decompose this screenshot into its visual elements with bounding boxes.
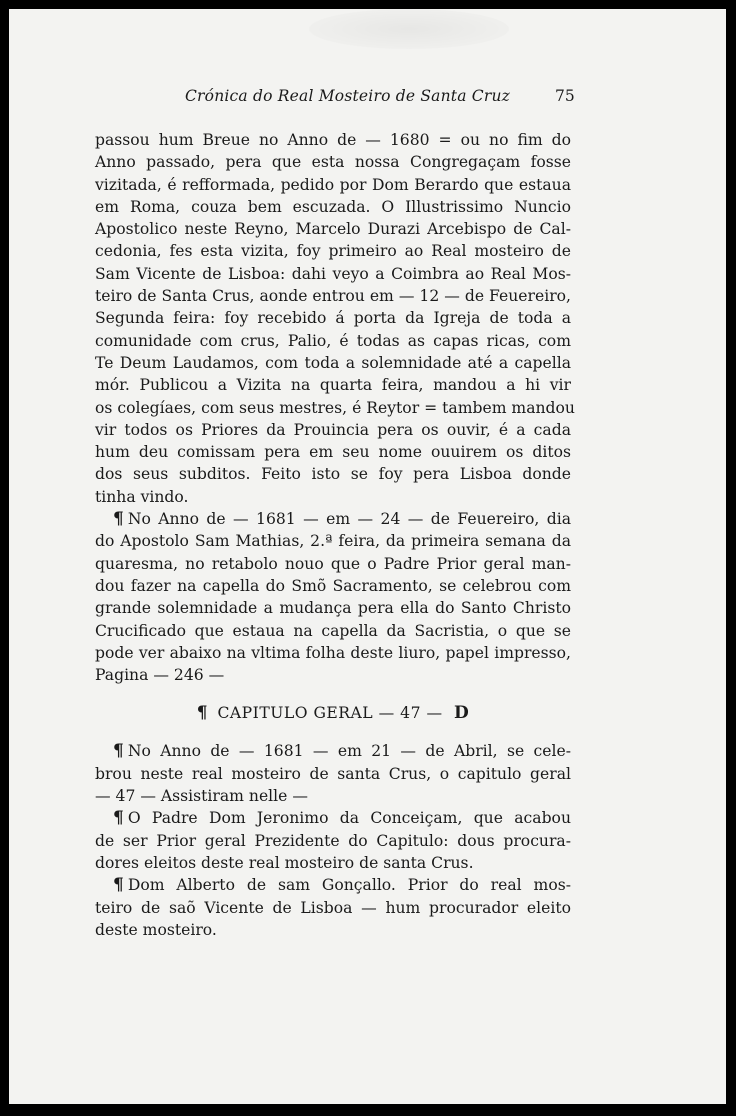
text-line: comunidade com crus, Palio, é todas as capas ricas, com <box>95 331 571 350</box>
text-line-content: No Anno de — 1681 — em — 24 — de Feuereiro, dia <box>127 510 571 529</box>
pilcrow-icon: ¶ <box>196 703 209 724</box>
text-line: Anno passado, pera que esta nossa Congregaçam fosse <box>95 153 571 172</box>
text-line: Sam Vicente de Lisboa: dahi veyo a Coimbra ao Real Mos- <box>95 264 571 283</box>
text-line: os colegíaes, com seus mestres, é Reytor = tambem mandou <box>95 398 575 417</box>
chapter-end-mark: D <box>454 703 470 724</box>
text-line-content: Dom Alberto de sam Gonçallo. Prior do real mos- <box>127 876 571 895</box>
text-line: grande solemnidade a mudança pera ella do Santo Christo <box>95 599 571 618</box>
text-line-content: O Padre Dom Jeronimo da Conceiçam, que acabou <box>127 809 571 828</box>
text-line <box>95 508 571 530</box>
pilcrow-icon: ¶ <box>113 875 124 896</box>
text-line: dos seus subditos. Feito isto se foy pera Lisboa donde <box>95 465 571 484</box>
text-line: mór. Publicou a Vizita na quarta feira, mandou a hi vir <box>95 376 571 395</box>
text-line: quaresma, no retabolo nouo que o Padre Prior geral man- <box>95 554 571 573</box>
text-line: Crucificado que estaua na capella da Sacristia, o que se <box>95 621 571 640</box>
text-line: Te Deum Laudamos, com toda a solemnidade até a capella <box>95 353 571 372</box>
chapter-title: CAPITULO GERAL — 47 — <box>217 704 443 723</box>
text-line: Pagina — 246 — <box>95 666 225 685</box>
page-number: 75 <box>555 87 575 105</box>
text-line: teiro de Santa Crus, aonde entrou em — 12 — de Feuereiro, <box>95 287 571 306</box>
paragraph-3 <box>95 740 571 807</box>
page-body <box>95 129 575 941</box>
text-line: Apostolico neste Reyno, Marcelo Durazi Arcebispo de Cal- <box>95 220 571 239</box>
text-line: em Roma, couza bem escuzada. O Illustrissimo Nuncio <box>95 197 571 216</box>
running-title: Crónica do Real Mosteiro de Santa Cruz <box>185 87 511 105</box>
paragraph-5 <box>95 874 571 941</box>
page <box>9 9 726 1104</box>
text-line: vizitada, é refformada, pedido por Dom Berardo que estaua <box>95 175 571 194</box>
text-line: dores eleitos deste real mosteiro de santa Crus. <box>95 853 474 872</box>
text-line: deste mosteiro. <box>95 920 217 939</box>
text-line <box>95 740 571 762</box>
chapter-heading <box>95 702 571 726</box>
text-line: cedonia, fes esta vizita, foy primeiro ao Real mosteiro de <box>95 242 571 261</box>
text-line: vir todos os Priores da Prouincia pera os ouvir, é a cada <box>95 420 571 439</box>
text-line: passou hum Breue no Anno de — 1680 = ou no fim do <box>95 131 571 149</box>
text-line: hum deu comissam pera em seu nome ouuirem os ditos <box>95 443 571 462</box>
text-line: do Apostolo Sam Mathias, 2.ª feira, da primeira semana da <box>95 532 571 551</box>
paragraph-4 <box>95 807 571 874</box>
text-line: Segunda feira: foy recebido á porta da Igreja de toda a <box>95 309 571 328</box>
pilcrow-icon: ¶ <box>113 808 124 829</box>
paragraph-2 <box>95 508 571 686</box>
text-line: — 47 — Assistiram nelle — <box>95 787 308 806</box>
paragraph-1 <box>95 129 575 508</box>
text-line: teiro de saõ Vicente de Lisboa — hum procurador eleito <box>95 898 571 917</box>
text-line <box>95 807 571 829</box>
text-line: de ser Prior geral Prezidente do Capitulo: dous procura- <box>95 831 571 850</box>
text-line: dou fazer na capella do Smõ Sacramento, se celebrou com <box>95 576 571 595</box>
running-header <box>9 85 726 109</box>
paper-stain <box>309 9 509 49</box>
pilcrow-icon: ¶ <box>113 741 124 762</box>
pilcrow-icon: ¶ <box>113 509 124 530</box>
text-line: brou neste real mosteiro de santa Crus, o capitulo geral <box>95 764 571 783</box>
text-line <box>95 874 571 896</box>
text-line: tinha vindo. <box>95 487 189 506</box>
text-line-content: No Anno de — 1681 — em 21 — de Abril, se cele- <box>127 742 571 761</box>
text-line: pode ver abaixo na vltima folha deste liuro, papel impresso, <box>95 643 571 662</box>
